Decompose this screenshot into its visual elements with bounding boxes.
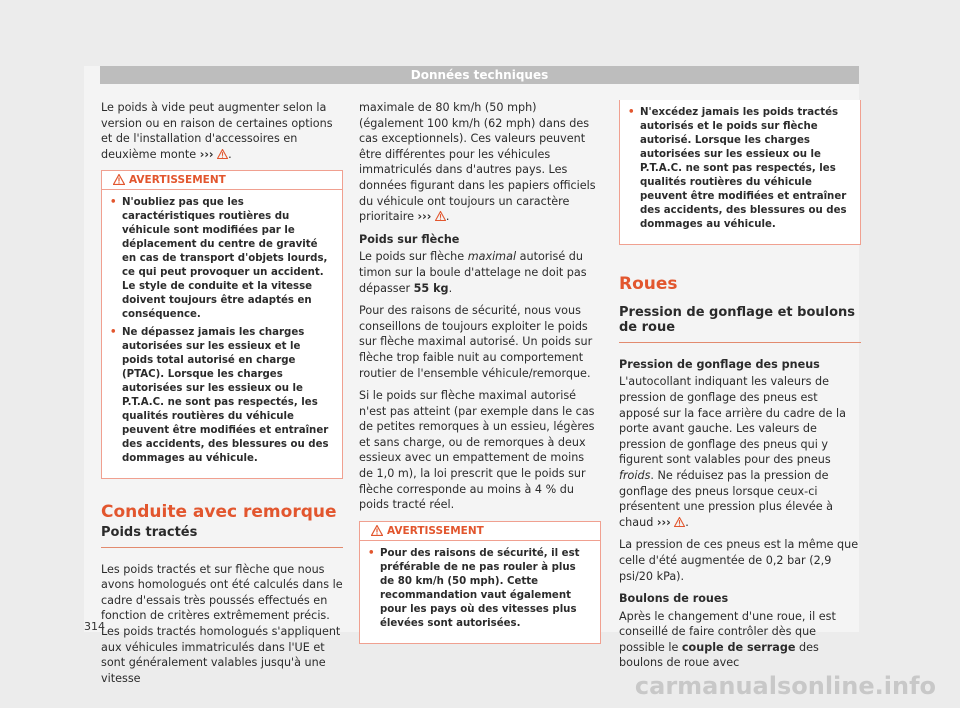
warning-box-2 <box>359 521 601 644</box>
speed-paragraph: maximale de 80 km/h (50 mph) (également 100 km/h (62 mph) dans des cas exceptionnels). Ces valeurs peuvent être différentes pour les véhicules immatriculés dans d'autres pays. Les données figurant dans les papiers officiels du véhicule ont toujours un caractère prioritaire ››› . <box>359 101 596 224</box>
strong-text: couple de serrage <box>681 640 796 654</box>
reference-arrows: ››› <box>417 210 432 224</box>
watermark-logo: carmanualsonline.info <box>634 672 936 700</box>
wheel-bolts-paragraph <box>619 609 861 671</box>
speed-text: maximale de 80 km/h (50 mph) (également 100 km/h (62 mph) dans des cas exceptionnels). Ces valeurs peuvent être différentes pour les véhicules immatriculés dans d'autres pays. Les données figurant dans les papiers officiels du véhicule ont toujours un caractère prioritaire <box>359 101 596 224</box>
text-span: Le poids sur flèche <box>359 250 468 264</box>
heading-wheel-bolts: Boulons de roues <box>619 592 729 606</box>
divider <box>101 547 343 548</box>
warning-item-text: N'oubliez pas que les caractéristiques routières du véhicule sont modifiées par le déplacement du centre de gravité en cas de transport d'objets lourds, ce qui peut provoquer un accident. Le style de conduite et la vitesse doivent toujours être adaptés en conséquence. <box>122 197 328 321</box>
text-span: Après le changement d'une roue, il est conseillé de faire contrôler dès que possible le <box>619 609 836 654</box>
warning-list <box>360 541 600 631</box>
towed-weights-paragraph: Les poids tractés et sur flèche que nous avons homologués ont été calculés dans le cadre d'essais très poussés effectués en fonction de critères extrêmement précis. Les poids tractés homologués s'appliquent aux véhicules immatriculés dans l'UE et sont généralement valables jusqu'à une vitesse <box>101 562 343 685</box>
warning-triangle-icon <box>435 211 446 221</box>
subsection-title-tyre-pressure: Pression de gonflage et boulons de roue <box>619 304 856 336</box>
warning-box-continued <box>619 100 861 245</box>
text-span: . Ne réduisez pas la pression de gonflage des pneus lorsque ceux-ci présentent une pression plus élevée à chaud <box>619 468 834 529</box>
tyre-pressure-paragraph: L'autocollant indiquant les valeurs de pression de gonflage des pneus est apposé sur la face arrière du cadre de la porte avant gauche. Les valeurs de pression de gonflage des pneus qui y figurent sont valables pour des pneus froids. Ne réduisez pas la pression de gonflage des pneus lorsque ceux-ci présentent une pression plus élevée à chaud ››› . <box>619 375 846 529</box>
warning-triangle-icon <box>674 517 685 527</box>
text-span: des boulons de roue avec <box>619 640 819 670</box>
bullet-icon: • <box>110 197 117 209</box>
page-number: 314 <box>84 620 105 633</box>
warning-item-text: N'excédez jamais les poids tractés autorisés et le poids sur flèche autorisé. Lorsque les charges autorisées sur les essieux ou le P.T.A.C. ne sont pas respectés, les qualités routières du véhicule peuvent être modifiées et entraîner des accidents, des blessures ou des dommages au véhicule. <box>640 107 847 230</box>
warning-list <box>102 190 342 466</box>
subsection-title-towed-weights: Poids tractés <box>101 524 198 540</box>
drawbar-paragraph <box>359 249 601 296</box>
divider <box>619 342 861 343</box>
minimum-load-paragraph: Si le poids sur flèche maximal autorisé n'est pas atteint (par exemple dans le cas de petites remorques à un essieu, légères et sans charge, ou de remorques à deux essieux avec un empattement de moins de 1,0 m), la loi prescrit que le poids sur flèche corresponde au moins à 4 % du poids tracté réel. <box>359 389 595 512</box>
text-span: . <box>448 281 453 295</box>
column-1 <box>101 100 343 693</box>
winter-pressure-paragraph: La pression de ces pneus est la même que celle d'été augmentée de 0,2 bar (2,9 psi/20 kPa). <box>619 538 859 583</box>
warning-item <box>628 106 852 232</box>
heading-drawbar-load: Poids sur flèche <box>359 232 460 246</box>
text-span: L'autocollant indiquant les valeurs de pression de gonflage des pneus est apposé sur la face arrière du cadre de la porte avant gauche. Les valeurs de pression de gonflage des pneus qui y figurent sont valables pour des pneus <box>619 375 846 467</box>
bullet-icon: • <box>110 327 117 339</box>
strong-text: 55 kg <box>413 281 449 295</box>
warning-list <box>620 100 860 232</box>
reference-arrows: ››› <box>199 147 214 161</box>
bullet-icon: • <box>368 547 375 559</box>
warning-header <box>360 522 600 541</box>
warning-triangle-icon <box>113 174 125 185</box>
page-header: Données techniques <box>100 66 859 84</box>
warning-header <box>102 171 342 190</box>
warning-triangle-icon <box>371 525 383 536</box>
warning-title: AVERTISSEMENT <box>387 524 484 537</box>
warning-item-text: Pour des raisons de sécurité, il est préférable de ne pas rouler à plus de 80 km/h (50 mph). Cette recommandation vaut également pour les pays où des vitesses plus élevées sont autorisées. <box>380 547 580 629</box>
bullet-icon: • <box>628 107 635 118</box>
warning-item-text: Ne dépassez jamais les charges autorisées sur les essieux et le poids total autorisé en charge (PTAC). Lorsque les charges autorisées sur les essieux ou le P.T.A.C. ne sont pas respectés, les qualités routières du véhicule peuvent être modifiées et entraîner des accidents, des blessures ou des dommages au véhicule. <box>122 327 329 465</box>
warning-item <box>368 547 592 631</box>
intro-text: Le poids à vide peut augmenter selon la version ou en raison de certaines options et de l'installation d'accessoires en deuxième monte <box>101 101 333 161</box>
section-title-trailer: Conduite avec remorque <box>101 502 337 523</box>
emphasis-text: froids <box>619 468 651 482</box>
intro-paragraph: Le poids à vide peut augmenter selon la version ou en raison de certaines options et de l'installation d'accessoires en deuxième monte ››› . <box>101 101 333 161</box>
emphasis-text: maximal <box>467 250 517 264</box>
warning-item <box>110 196 334 322</box>
reference-arrows: ››› <box>656 515 671 529</box>
warning-title: AVERTISSEMENT <box>129 174 226 187</box>
warning-triangle-icon <box>217 149 228 159</box>
warning-item <box>110 326 334 466</box>
section-title-wheels: Roues <box>619 274 678 294</box>
warning-box-1 <box>101 170 343 479</box>
safety-paragraph: Pour des raisons de sécurité, nous vous conseillons de toujours exploiter le poids sur flèche maximal autorisé. Un poids sur flèche trop faible nuit au comportement routier de l'ensemble véhicule/remorque. <box>359 304 593 380</box>
column-3 <box>619 100 861 678</box>
text-span: autorisé du timon sur la boule d'attelage ne doit pas dépasser <box>359 250 587 295</box>
column-2 <box>359 100 601 644</box>
heading-tyre-pressure: Pression de gonflage des pneus <box>619 357 820 371</box>
